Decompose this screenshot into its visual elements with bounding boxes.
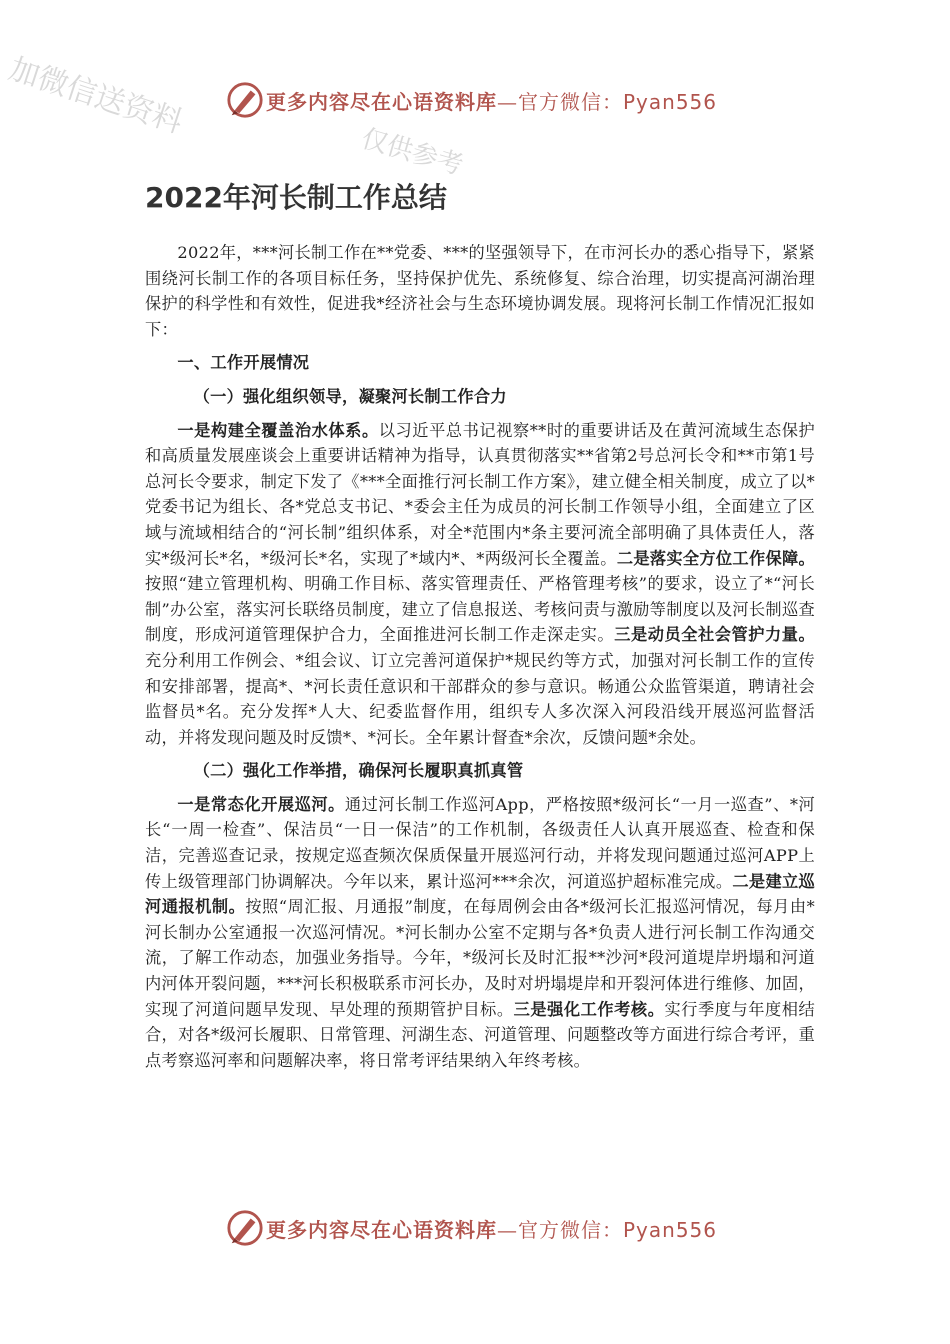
paragraph-text: 通过河长制工作巡河App，严格按照*级河长“一月一巡查”、*河长“一周一检查”、保洁员“一日一保洁”的工作机制，各级责任人认真开展巡查、检查和保洁，完善巡查记录，按规定巡查频次保质保量开展巡河行动，并将发现问题通过巡河APP上传上级管理部门协调解决。今年以来，累计巡河***余次，河道巡护超标准完成。 xyxy=(145,794,816,891)
banner-wechat: 官方微信：Pyan556 xyxy=(518,1217,718,1242)
pen-logo-icon xyxy=(226,81,264,119)
subsection-heading: （二）强化工作举措，确保河长履职真抓真管 xyxy=(193,761,524,781)
banner-brand: 更多内容尽在心语资料库 xyxy=(266,1217,497,1242)
banner-wechat: 官方微信：Pyan556 xyxy=(518,89,718,114)
banner-brand: 更多内容尽在心语资料库 xyxy=(266,89,497,114)
paragraph-text: 按照“周汇报、月通报”制度，在每周例会由各*级河长汇报巡河情况，每月由*河长制办公室通报一次巡河情况。*河长制办公室不定期与各*负责人进行河长制工作沟通交流，了解工作动态，加强业务指导。今年，*级河长及时汇报**沙河*段河道堤岸坍塌和河道内河体开裂问题，***河长积极联系市河长办，及时对坍塌堤岸和开裂河体进行维修、加固，实现了河道问题早发现、早处理的预期管护目标。 xyxy=(145,897,815,1019)
footer-banner xyxy=(226,1208,746,1248)
watermark-text: 仅供参考 xyxy=(358,123,467,182)
lead-phrase: 一是常态化开展巡河。 xyxy=(177,794,345,814)
subsection-heading: （一）强化组织领导，凝聚河长制工作合力 xyxy=(193,386,507,406)
paragraph-text: 实行季度与年度相结合，对各*级河长履职、日常管理、河湖生态、河道管理、问题整改等方面进行综合考评，重点考察巡河率和问题解决率，将日常考评结果纳入年终考核。 xyxy=(145,999,815,1070)
paragraph-text: 按照“建立管理机构、明确工作目标、落实管理责任、严格管理考核”的要求，设立了*“河长制”办公室，落实河长联络员制度，建立了信息报送、考核问责与激励等制度以及河长制巡查制度，形成河道管理保护合力，全面推进河长制工作走深走实。 xyxy=(145,574,815,645)
banner-text xyxy=(266,86,717,115)
banner-separator: — xyxy=(497,1217,518,1242)
document-title: 2022年河长制工作总结 xyxy=(145,181,447,214)
body-paragraph xyxy=(145,418,815,751)
lead-phrase: 二是建立巡河通报机制。 xyxy=(145,871,815,917)
section-heading: 一、工作开展情况 xyxy=(177,353,310,373)
intro-paragraph: 2022年，***河长制工作在**党委、***的坚强领导下，在市河长办的悉心指导下，紧紧围绕河长制工作的各项目标任务，坚持保护优先、系统修复、综合治理，切实提高河湖治理保护的科学性和有效性，促进我*经济社会与生态环境协调发展。现将河长制工作情况汇报如下： xyxy=(145,243,815,339)
lead-phrase: 一是构建全覆盖治水体系。 xyxy=(177,420,379,440)
pen-logo-icon xyxy=(226,1209,264,1247)
watermark-text: 加微信送资料 xyxy=(4,51,187,141)
banner-separator: — xyxy=(497,89,518,114)
banner-text xyxy=(266,1214,717,1243)
header-banner xyxy=(226,80,746,120)
lead-phrase: 三是强化工作考核。 xyxy=(513,999,665,1019)
paragraph-text: 充分利用工作例会、*组会议、订立完善河道保护*规民约等方式，加强对河长制工作的宣传和安排部署，提高*、*河长责任意识和干部群众的参与意识。畅通公众监管渠道，聘请社会监督员*名。充分发挥*人大、纪委监督作用，组织专人多次深入河段沿线开展巡河监督活动，并将发现问题及时反馈*、*河长。全年累计督查*余次，反馈问题*余处。 xyxy=(145,650,815,747)
document-body xyxy=(145,176,815,1073)
lead-phrase: 三是动员全社会管护力量。 xyxy=(614,625,815,645)
paragraph-text: 以习近平总书记视察**时的重要讲话及在黄河流域生态保护和高质量发展座谈会上重要讲话精神为指导，认真贯彻落实**省第2号总河长令和**市第1号总河长令要求，制定下发了《***全面推行河长制工作方案》，建立健全相关制度，成立了以*党委书记为组长、各*党总支书记、*委会主任为成员的河长制工作领导小组，全面建立了区域与流域相结合的“河长制”组织体系，对全*范围内*条主要河流全部明确了具体责任人，落实*级河长*名，*级河长*名，实现了*域内*、*两级河长全覆盖。 xyxy=(145,420,815,568)
body-paragraph xyxy=(145,792,815,1074)
lead-phrase: 二是落实全方位工作保障。 xyxy=(616,548,815,568)
